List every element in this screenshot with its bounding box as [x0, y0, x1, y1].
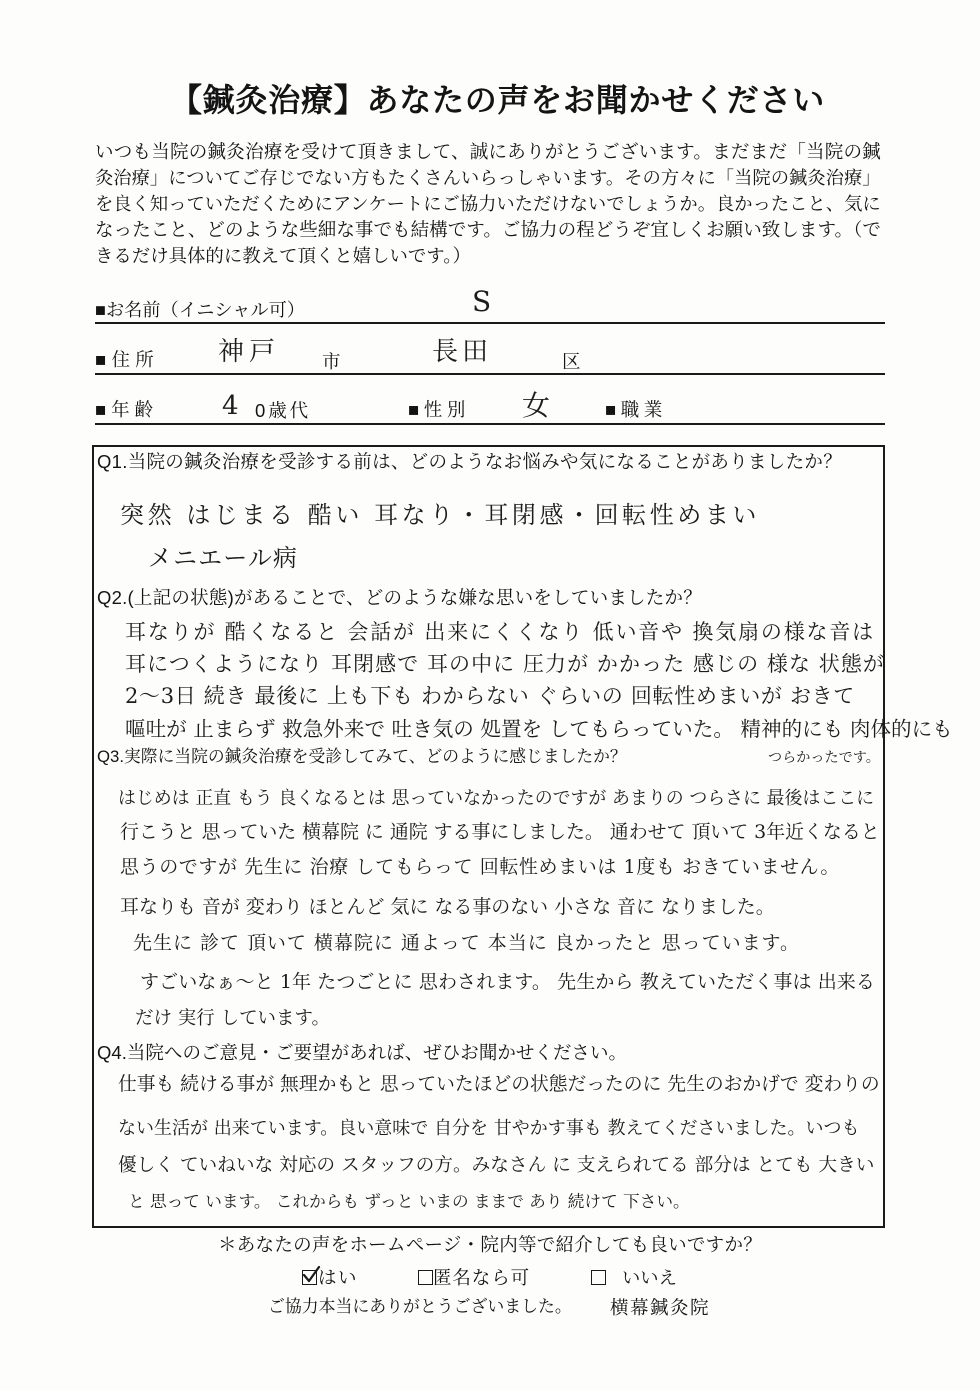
- q2-answer-line: 嘔吐が 止まらず 救急外来で 吐き気の 処置を してもらっていた。 精神的にも 肉体的にも: [125, 717, 953, 741]
- name-label: ■お名前（イニシャル可）: [95, 300, 305, 320]
- q2-answer-line: 2～3日 続き 最後に 上も下も わからない ぐらいの 回転性めまいが おきて: [125, 684, 855, 708]
- q4-answer-line: ない生活が 出来ています。良い意味で 自分を 甘やかす事も 教えてくださいました。いつも: [118, 1118, 860, 1139]
- q4-answer-line: 優しく ていねいな 対応の スタッフの方。みなさん に 支えられてる 部分は とても 大きい: [118, 1155, 875, 1176]
- q3-label: Q3.実際に当院の鍼灸治療を受診してみて、どのように感じましたか？: [97, 747, 627, 766]
- q2-answer-line: つらかったです。: [768, 750, 880, 766]
- job-label: ■職業: [605, 399, 667, 420]
- q3-answer-line: はじめは 正直 もう 良くなるとは 思っていなかったのですが あまりの つらさに 最後はここに: [118, 788, 875, 809]
- ward-value: 長田: [432, 337, 492, 367]
- intro-line: を良く知っていただくためにアンケートにご協力いただけないでしょうか。良かったこと、気に: [95, 193, 881, 214]
- city-value: 神戸: [218, 337, 280, 367]
- q4-answer-line: 仕事も 続ける事が 無理かもと 思っていたほどの状態だったのに 先生のおかげで 変わりの: [118, 1074, 880, 1095]
- q3-answer-line: 先生に 診て 頂いて 横幕院に 通よって 本当に 良かったと 思っています。: [133, 932, 800, 954]
- form-title: 【鍼灸治療】あなたの声をお聞かせください: [170, 82, 825, 118]
- q3-answer-line: 行こうと 思っていた 横幕院 に 通院 する事にしました。 通わせて 頂いて 3年近くなると: [120, 821, 880, 843]
- clinic-name: 横幕鍼灸院: [610, 1297, 710, 1318]
- closing-message: ご協力本当にありがとうございました。: [268, 1297, 572, 1316]
- q1-answer-line: メニエール病: [148, 544, 298, 572]
- consent-yes-checkbox: [302, 1270, 317, 1285]
- consent-yes-label: はい: [318, 1267, 358, 1288]
- q1-label: Q1.当院の鍼灸治療を受診する前は、どのようなお悩みや気になることがありましたか？: [97, 451, 842, 472]
- consent-anonymous-label: 匿名なら可: [433, 1267, 530, 1288]
- gender-label: ■性別: [408, 399, 470, 420]
- consent-no-checkbox: [591, 1270, 606, 1285]
- q3-answer-line: 耳なりも 音が 変わり ほとんど 気に なる事のない 小さな 音に なりました。: [120, 896, 775, 918]
- name-value: S: [472, 285, 492, 318]
- q3-answer-line: 思うのですが 先生に 治療 してもらって 回転性めまいは 1度も おきていません。: [120, 856, 840, 878]
- city-unit: 市: [322, 351, 341, 372]
- intro-line: 灸治療」についてご存じでない方もたくさんいらっしゃいます。その方々に「当院の鍼灸治療」: [95, 167, 881, 188]
- consent-no-label: いいえ: [622, 1267, 677, 1288]
- intro-line: なったこと、どのような些細な事でも結構です。ご協力の程どうぞ宜しくお願い致します。（で: [95, 219, 881, 240]
- q2-label: Q2.(上記の状態)があることで、どのような嫌な思いをしていましたか？: [97, 587, 702, 608]
- ward-unit: 区: [562, 351, 581, 372]
- age-unit: 0歳代: [255, 400, 311, 421]
- age-label: ■年齢: [95, 399, 158, 420]
- q1-answer-line: 突然 はじまる 酷い 耳なり・耳閉感・回転性めまい: [120, 501, 760, 529]
- address-underline: [95, 373, 885, 375]
- consent-question: ＊あなたの声をホームページ・院内等で紹介しても良いですか？: [218, 1234, 762, 1255]
- intro-line: いつも当院の鍼灸治療を受けて頂きまして、誠にありがとうございます。まだまだ「当院の鍼: [95, 141, 881, 162]
- age-value: 4: [222, 391, 239, 421]
- address-label: ■住所: [95, 349, 159, 370]
- gender-value: 女: [522, 389, 551, 422]
- q2-answer-line: 耳なりが 酷くなると 会話が 出来にくくなり 低い音や 換気扇の様な音は: [125, 620, 875, 644]
- q2-answer-line: 耳につくようになり 耳閉感で 耳の中に 圧力が かかった 感じの 様な 状態が: [125, 652, 885, 676]
- q3-answer-line: すごいなぁ～と 1年 たつごとに 思わされます。 先生から 教えていただく事は 出来る: [140, 971, 875, 993]
- q4-answer-line: と 思って います。 これからも ずっと いまの ままで あり 続けて 下さい。: [128, 1192, 690, 1211]
- consent-anonymous-checkbox: [418, 1270, 433, 1285]
- name-underline: [95, 322, 885, 324]
- q4-label: Q4.当院へのご意見・ご要望があれば、ぜひお聞かせください。: [97, 1042, 627, 1063]
- intro-line: きるだけ具体的に教えて頂くと嬉しいです。）: [95, 245, 471, 266]
- age-underline: [95, 423, 885, 425]
- q3-answer-line: だけ 実行 しています。: [135, 1008, 330, 1029]
